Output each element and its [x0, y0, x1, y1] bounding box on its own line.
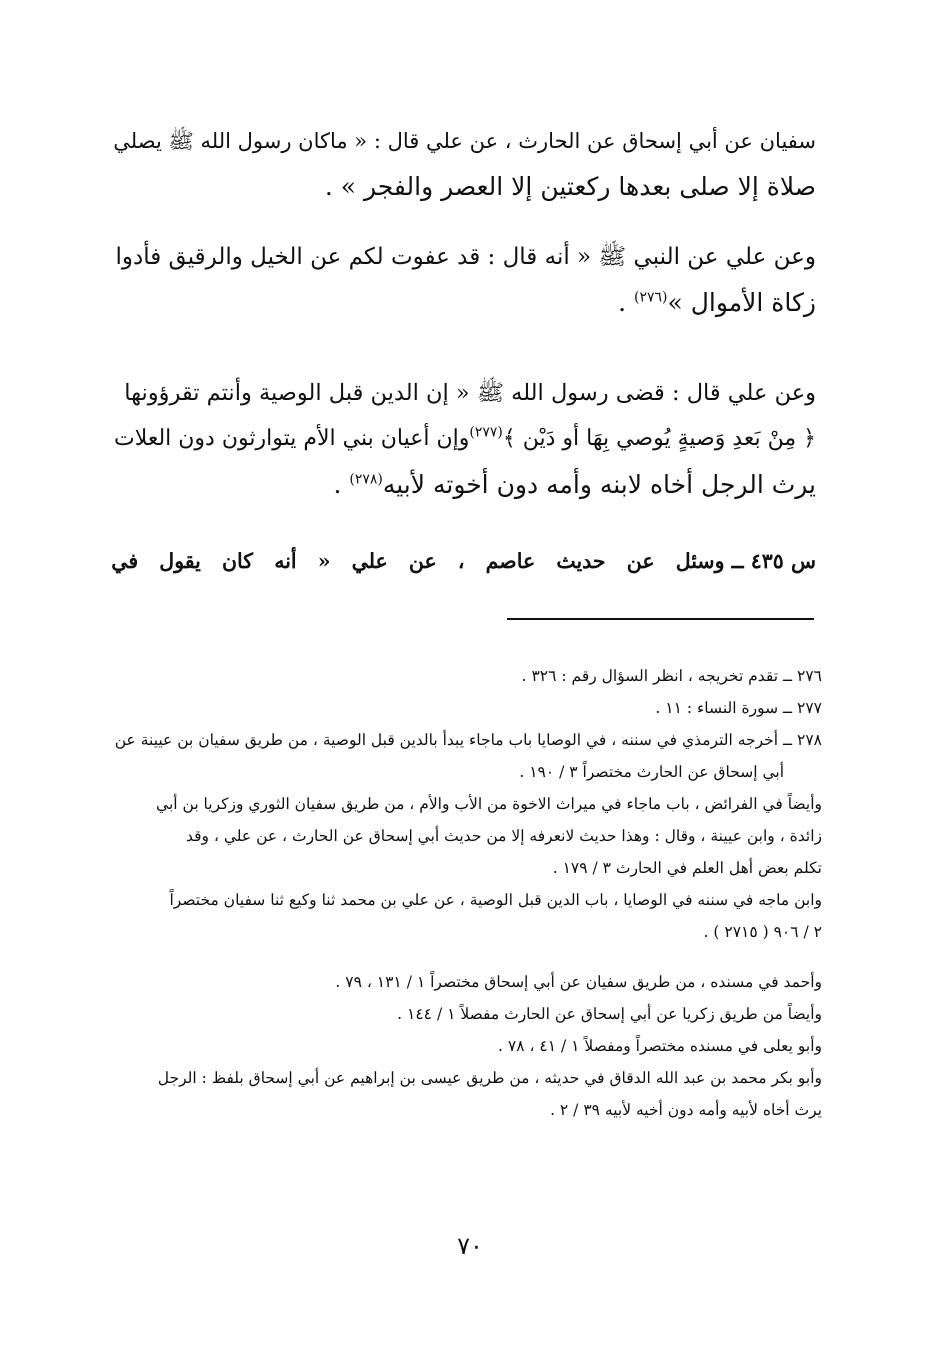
footnote-278-line: وأيضاً من طريق زكريا عن أبي إسحاق عن الحارث مفصلاً ١ / ١٤٤ .: [397, 1005, 822, 1023]
text-run: .: [618, 288, 634, 317]
paragraph-line: [110, 280, 816, 326]
paragraph-line: [110, 462, 816, 508]
text-run: وإن أعيان بني الأم يتوارثون دون العلات: [114, 426, 470, 451]
text-run: يرث الرجل أخاه لابنه وأمه دون أخوته لأبيه: [382, 470, 816, 499]
footnote-278-line: أبي إسحاق عن الحارث مختصراً ٣ / ١٩٠ .: [519, 763, 784, 781]
footnote-ref: (٢٧٧): [469, 424, 503, 441]
paragraph-line: وعن علي عن النبي ﷺ « أنه قال : قد عفوت لكم عن الخيل والرقيق فأدوا: [115, 244, 816, 270]
quran-quote: ﴿ مِنْ بَعدِ وَصيةٍ يُوصي بِهَا أو دَيْن ﴾: [502, 426, 816, 451]
paragraph-line: صلاة إلا صلى بعدها ركعتين إلا العصر والفجر » .: [324, 172, 816, 201]
footnote-278-line: تكلم بعض أهل العلم في الحارث ٣ / ١٧٩ .: [552, 859, 822, 877]
text-run: زكاة الأموال »: [667, 288, 816, 317]
footnotes: [112, 660, 822, 1126]
footnote-ref: (٢٧٨): [349, 471, 383, 488]
main-text: [110, 118, 816, 508]
footnote-278-line: وأيضاً في الفرائض ، باب ماجاء في ميراث الاخوة من الأب والأم ، من طريق سفيان الثوري وزكريا بن أبي: [156, 795, 822, 813]
paragraph-2: [110, 234, 816, 326]
question-heading: [110, 538, 816, 584]
footnote-276: ٢٧٦ ــ تقدم تخريجه ، انظر السؤال رقم : ٣٢٦ .: [521, 667, 822, 685]
footnote-278-line: زائدة ، وابن عيينة ، وقال : وهذا حديث لانعرفه إلا من حديث أبي إسحاق عن الحارث ، عن علي ، وقد: [185, 827, 822, 845]
text-run: .: [333, 470, 350, 499]
footnote-278-line: وأبو يعلى في مسنده مختصراً ومفصلاً ١ / ٤١ ، ٧٨ .: [498, 1037, 822, 1055]
question-label: س ٤٣٥ ــ: [731, 549, 816, 573]
footnote-278-line: وأبو بكر محمد بن عبد الله الدقاق في حديثه ، من طريق عيسى بن إبراهيم عن أبي إسحاق بلفظ : الرجل: [157, 1069, 822, 1087]
footnote-278-line: ٢ / ٩٠٦ ( ٢٧١٥ ) .: [703, 923, 822, 941]
paragraph-line: وعن علي قال : قضى رسول الله ﷺ « إن الدين قبل الوصية وأنتم تقرؤونها: [124, 380, 816, 406]
footnote-ref: (٢٧٦): [634, 289, 668, 306]
paragraph-line: سفيان عن أبي إسحاق عن الحارث ، عن علي قال : « ماكان رسول الله ﷺ يصلي: [113, 129, 816, 153]
footnote-278-line: وابن ماجه في سننه في الوصايا ، باب الدين قبل الوصية ، عن علي بن محمد ثنا وكيع ثنا سفيان مختصراً: [169, 891, 822, 909]
paragraph-3: [110, 370, 816, 508]
footnote-278-line: ٢٧٨ ــ أخرجه الترمذي في سننه ، في الوصايا باب ماجاء يبدأ بالدين قبل الوصية ، من طريق سفيان بن عيينة عن: [114, 731, 822, 749]
paragraph-1: [110, 118, 816, 210]
page-number: ٧٠: [457, 1232, 483, 1260]
footnote-divider: [507, 618, 814, 620]
footnote-278-line: يرث أخاه لأبيه وأمه دون أخيه لأبيه ٣٩ / ٢ .: [550, 1101, 822, 1119]
footnote-278-line: وأحمد في مسنده ، من طريق سفيان عن أبي إسحاق مختصراً ١ / ١٣١ ، ٧٩ .: [335, 973, 822, 991]
question-text: وسئل عن حديث عاصم ، عن علي « أنه كان يقول في: [111, 549, 725, 573]
footnote-277: ٢٧٧ ــ سورة النساء : ١١ .: [655, 699, 822, 717]
paragraph-line: [110, 416, 816, 462]
